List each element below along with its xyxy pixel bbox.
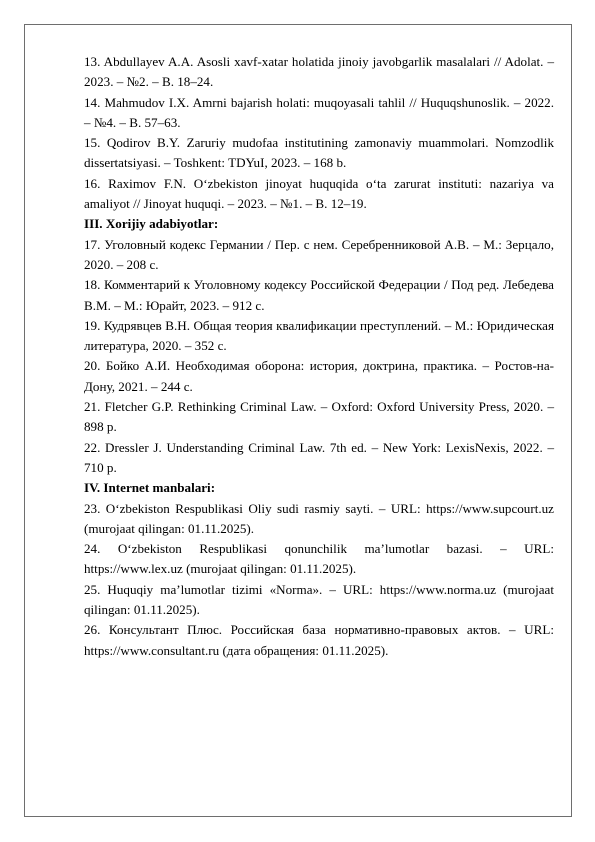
reference-item: 14. Mahmudov I.X. Amrni bajarish holati: muqoyasali tahlil // Huquqshunoslik. – 2022. – №4. – B. 57–63. xyxy=(84,94,554,130)
reference-item: 22. Dressler J. Understanding Criminal Law. 7th ed. – New York: LexisNexis, 2022. – 710 p. xyxy=(84,439,554,475)
references-list xyxy=(84,52,554,661)
reference-item: 13. Abdullayev A.A. Asosli xavf-xatar holatida jinoiy javobgarlik masalalari // Adolat. – 2023. – №2. – B. 18–24. xyxy=(84,54,554,90)
reference-item: 26. Консультант Плюс. Российская база нормативно-правовых актов. – URL: https://www.consultant.ru (дата обращения: 01.11.2025). xyxy=(84,622,554,658)
reference-item: 25. Huquqiy ma’lumotlar tizimi «Norma». – URL: https://www.norma.uz (murojaat qilingan: 01.11.2025). xyxy=(84,581,554,618)
reference-item: 20. Бойко А.И. Необходимая оборона: история, доктрина, практика. – Ростов-на-Дону, 2021. – 244 с. xyxy=(84,358,554,394)
reference-item: 24. O‘zbekiston Respublikasi qonunchilik ma’lumotlar bazasi. – URL: https://www.lex.uz (murojaat qilingan: 01.11.2025). xyxy=(84,541,554,577)
reference-item: 18. Комментарий к Уголовному кодексу Российской Федерации / Под ред. Лебедева В.М. – М.: Юрайт, 2023. – 912 с. xyxy=(84,277,554,313)
section-heading-internet: IV. Internet manbalari: xyxy=(84,480,216,496)
reference-item: 16. Raximov F.N. O‘zbekiston jinoyat huquqida o‘ta zarurat instituti: nazariya va amaliyot // Jinoyat huquqi. – 2023. – №1. – B. 12–19. xyxy=(84,175,554,212)
reference-item: 19. Кудрявцев В.Н. Общая теория квалификации преступлений. – М.: Юридическая литература, 2020. – 352 с. xyxy=(84,317,554,354)
reference-item: 23. O‘zbekiston Respublikasi Oliy sudi rasmiy sayti. – URL: https://www.supcourt.uz (murojaat qilingan: 01.11.2025). xyxy=(84,500,554,536)
reference-item: 15. Qodirov B.Y. Zaruriy mudofaa institutining zamonaviy muammolari. Nomzodlik dissertatsiyasi. – Toshkent: TDYuI, 2023. – 168 b. xyxy=(84,135,554,171)
reference-item: 21. Fletcher G.P. Rethinking Criminal Law. – Oxford: Oxford University Press, 2020. – 898 p. xyxy=(84,399,554,435)
reference-item: 17. Уголовный кодекс Германии / Пер. с нем. Серебренниковой А.В. – М.: Зерцало, 2020. – 208 с. xyxy=(84,236,554,272)
section-heading-foreign: III. Xorijiy adabiyotlar: xyxy=(84,216,219,232)
